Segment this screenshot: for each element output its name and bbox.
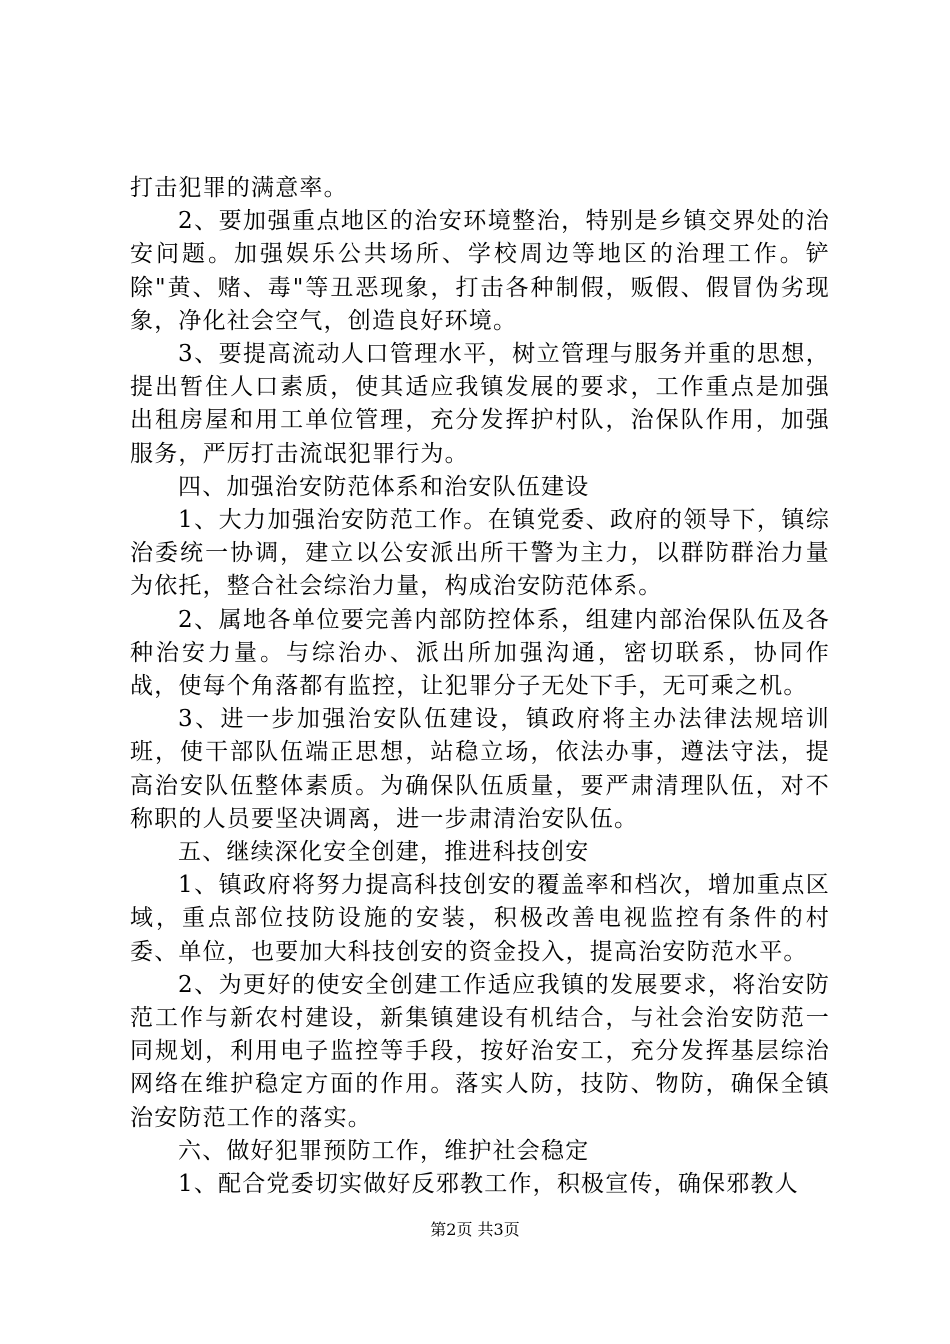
page-footer: 第2页 共3页 [430,1220,520,1239]
section-heading: 六、做好犯罪预防工作，维护社会稳定 [178,1137,590,1164]
paragraph: 3、要提高流动人口管理水平，树立管理与服务并重的思想，提出暂住人口素质，使其适应我镇发展的要求，工作重点是加强出租房屋和用工单位管理，充分发挥护村队，治保队作用，加强服务，严厉打击流氓犯罪行为。 [130,341,830,467]
paragraph: 2、属地各单位要完善内部防控体系，组建内部治保队伍及各种治安力量。与综治办、派出所加强沟通，密切联系，协同作战，使每个角落都有监控，让犯罪分子无处下手，无可乘之机。 [130,606,830,700]
paragraph: 1、配合党委切实做好反邪教工作，积极宣传，确保邪教人 [178,1171,799,1198]
paragraph: 2、为更好的使安全创建工作适应我镇的发展要求，将治安防范工作与新农村建设，新集镇建设有机结合，与社会治安防范一同规划，利用电子监控等手段，按好治安工，充分发挥基层综治网络在维护稳定方面的作用。落实人防，技防、物防，确保全镇治安防范工作的落实。 [130,971,830,1131]
section-heading: 五、继续深化安全创建，推进科技创安 [178,839,590,866]
paragraph: 打击犯罪的满意率。 [130,175,348,201]
paragraph: 2、要加强重点地区的治安环境整治，特别是乡镇交界处的治安问题。加强娱乐公共场所、学校周边等地区的治理工作。铲除"黄、赌、毒"等丑恶现象，打击各种制假，贩假、假冒伪劣现象，净化社会空气，创造良好环境。 [130,208,830,334]
document-body [130,172,830,1201]
paragraph: 3、进一步加强治安队伍建设，镇政府将主办法律法规培训班，使干部队伍端正思想，站稳立场，依法办事，遵法守法，提高治安队伍整体素质。为确保队伍质量，要严肃清理队伍，对不称职的人员要坚决调离，进一步肃清治安队伍。 [130,706,830,832]
section-heading: 四、加强治安防范体系和治安队伍建设 [178,473,590,500]
paragraph: 1、大力加强治安防范工作。在镇党委、政府的领导下，镇综治委统一协调，建立以公安派出所干警为主力，以群防群治力量为依托，整合社会综治力量，构成治安防范体系。 [130,507,830,600]
paragraph: 1、镇政府将努力提高科技创安的覆盖率和档次，增加重点区域，重点部位技防设施的安装，积极改善电视监控有条件的村委、单位，也要加大科技创安的资金投入，提高治安防范水平。 [130,872,830,965]
